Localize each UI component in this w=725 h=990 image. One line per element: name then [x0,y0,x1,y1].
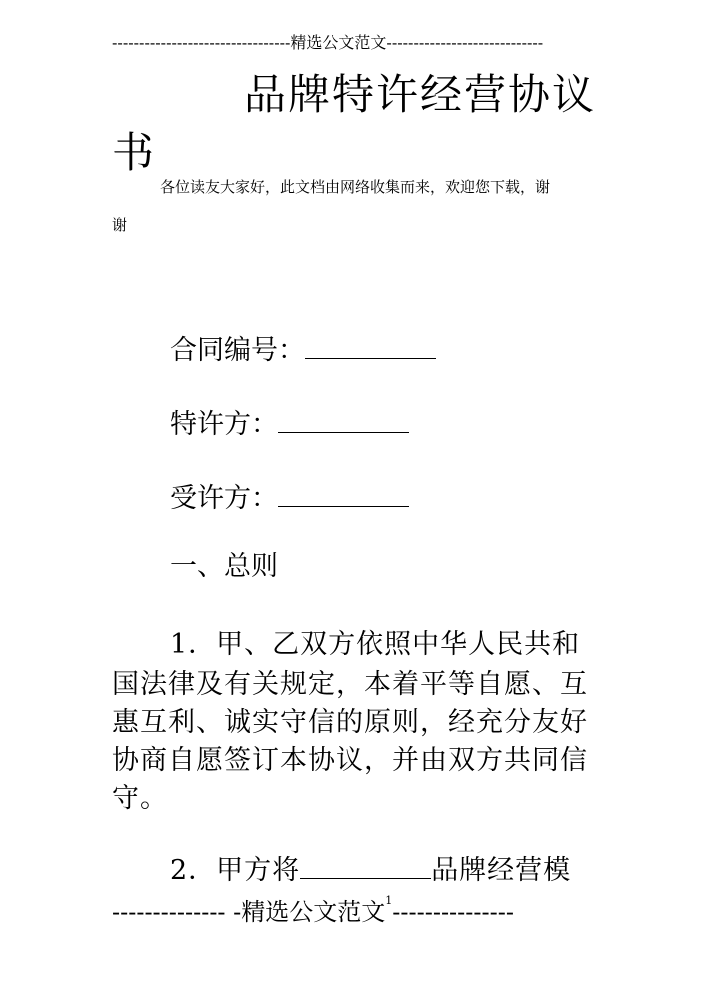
clause2-line1 [170,848,571,887]
page-header [112,30,543,53]
clause2-prefix: 2．甲方将 [170,855,301,886]
header-text: 精选公文范文 [290,33,387,52]
notice-line1: 各位读友大家好，此文档由网络收集而来，欢迎您下载，谢 [160,178,551,196]
franchisee-label: 受许方： [170,483,278,514]
document-title-line1: 品牌特许经营协议 [244,70,597,119]
franchisee-field [170,476,409,515]
contract-number-blank [305,336,436,359]
contract-number-field [170,328,436,367]
clause1-line5: 守。 [112,783,168,814]
franchisor-label: 特许方： [170,409,278,440]
clause1-line4: 协商自愿签订本协议，并由双方共同信 [112,745,588,776]
footer-left-dashes: -------------- - [112,898,242,926]
footer-right-dashes: --------------- [392,898,514,926]
clause1-line1: 1．甲、乙双方依照中华人民共和 [170,629,581,660]
franchisor-blank [278,410,409,433]
notice-line2: 谢 [112,216,128,234]
header-left-dashes: --------------------------------- [112,33,291,52]
franchisee-blank [278,484,409,507]
page-number: 1 [385,894,393,907]
brand-name-blank [300,856,431,879]
footer-text: 精选公文范文 [241,898,386,926]
contract-number-label: 合同编号： [170,335,305,366]
clause1-line2: 国法律及有关规定，本着平等自愿、互 [112,669,588,700]
franchisor-field [170,402,409,441]
clause2-suffix: 品牌经营模 [431,855,572,886]
clause1-line3: 惠互利、诚实守信的原则，经充分友好 [112,707,588,738]
page-footer [112,892,514,927]
document-title-line2: 书 [112,128,155,177]
section-heading: 一、总则 [170,551,278,582]
header-right-dashes: ----------------------------- [386,33,544,52]
